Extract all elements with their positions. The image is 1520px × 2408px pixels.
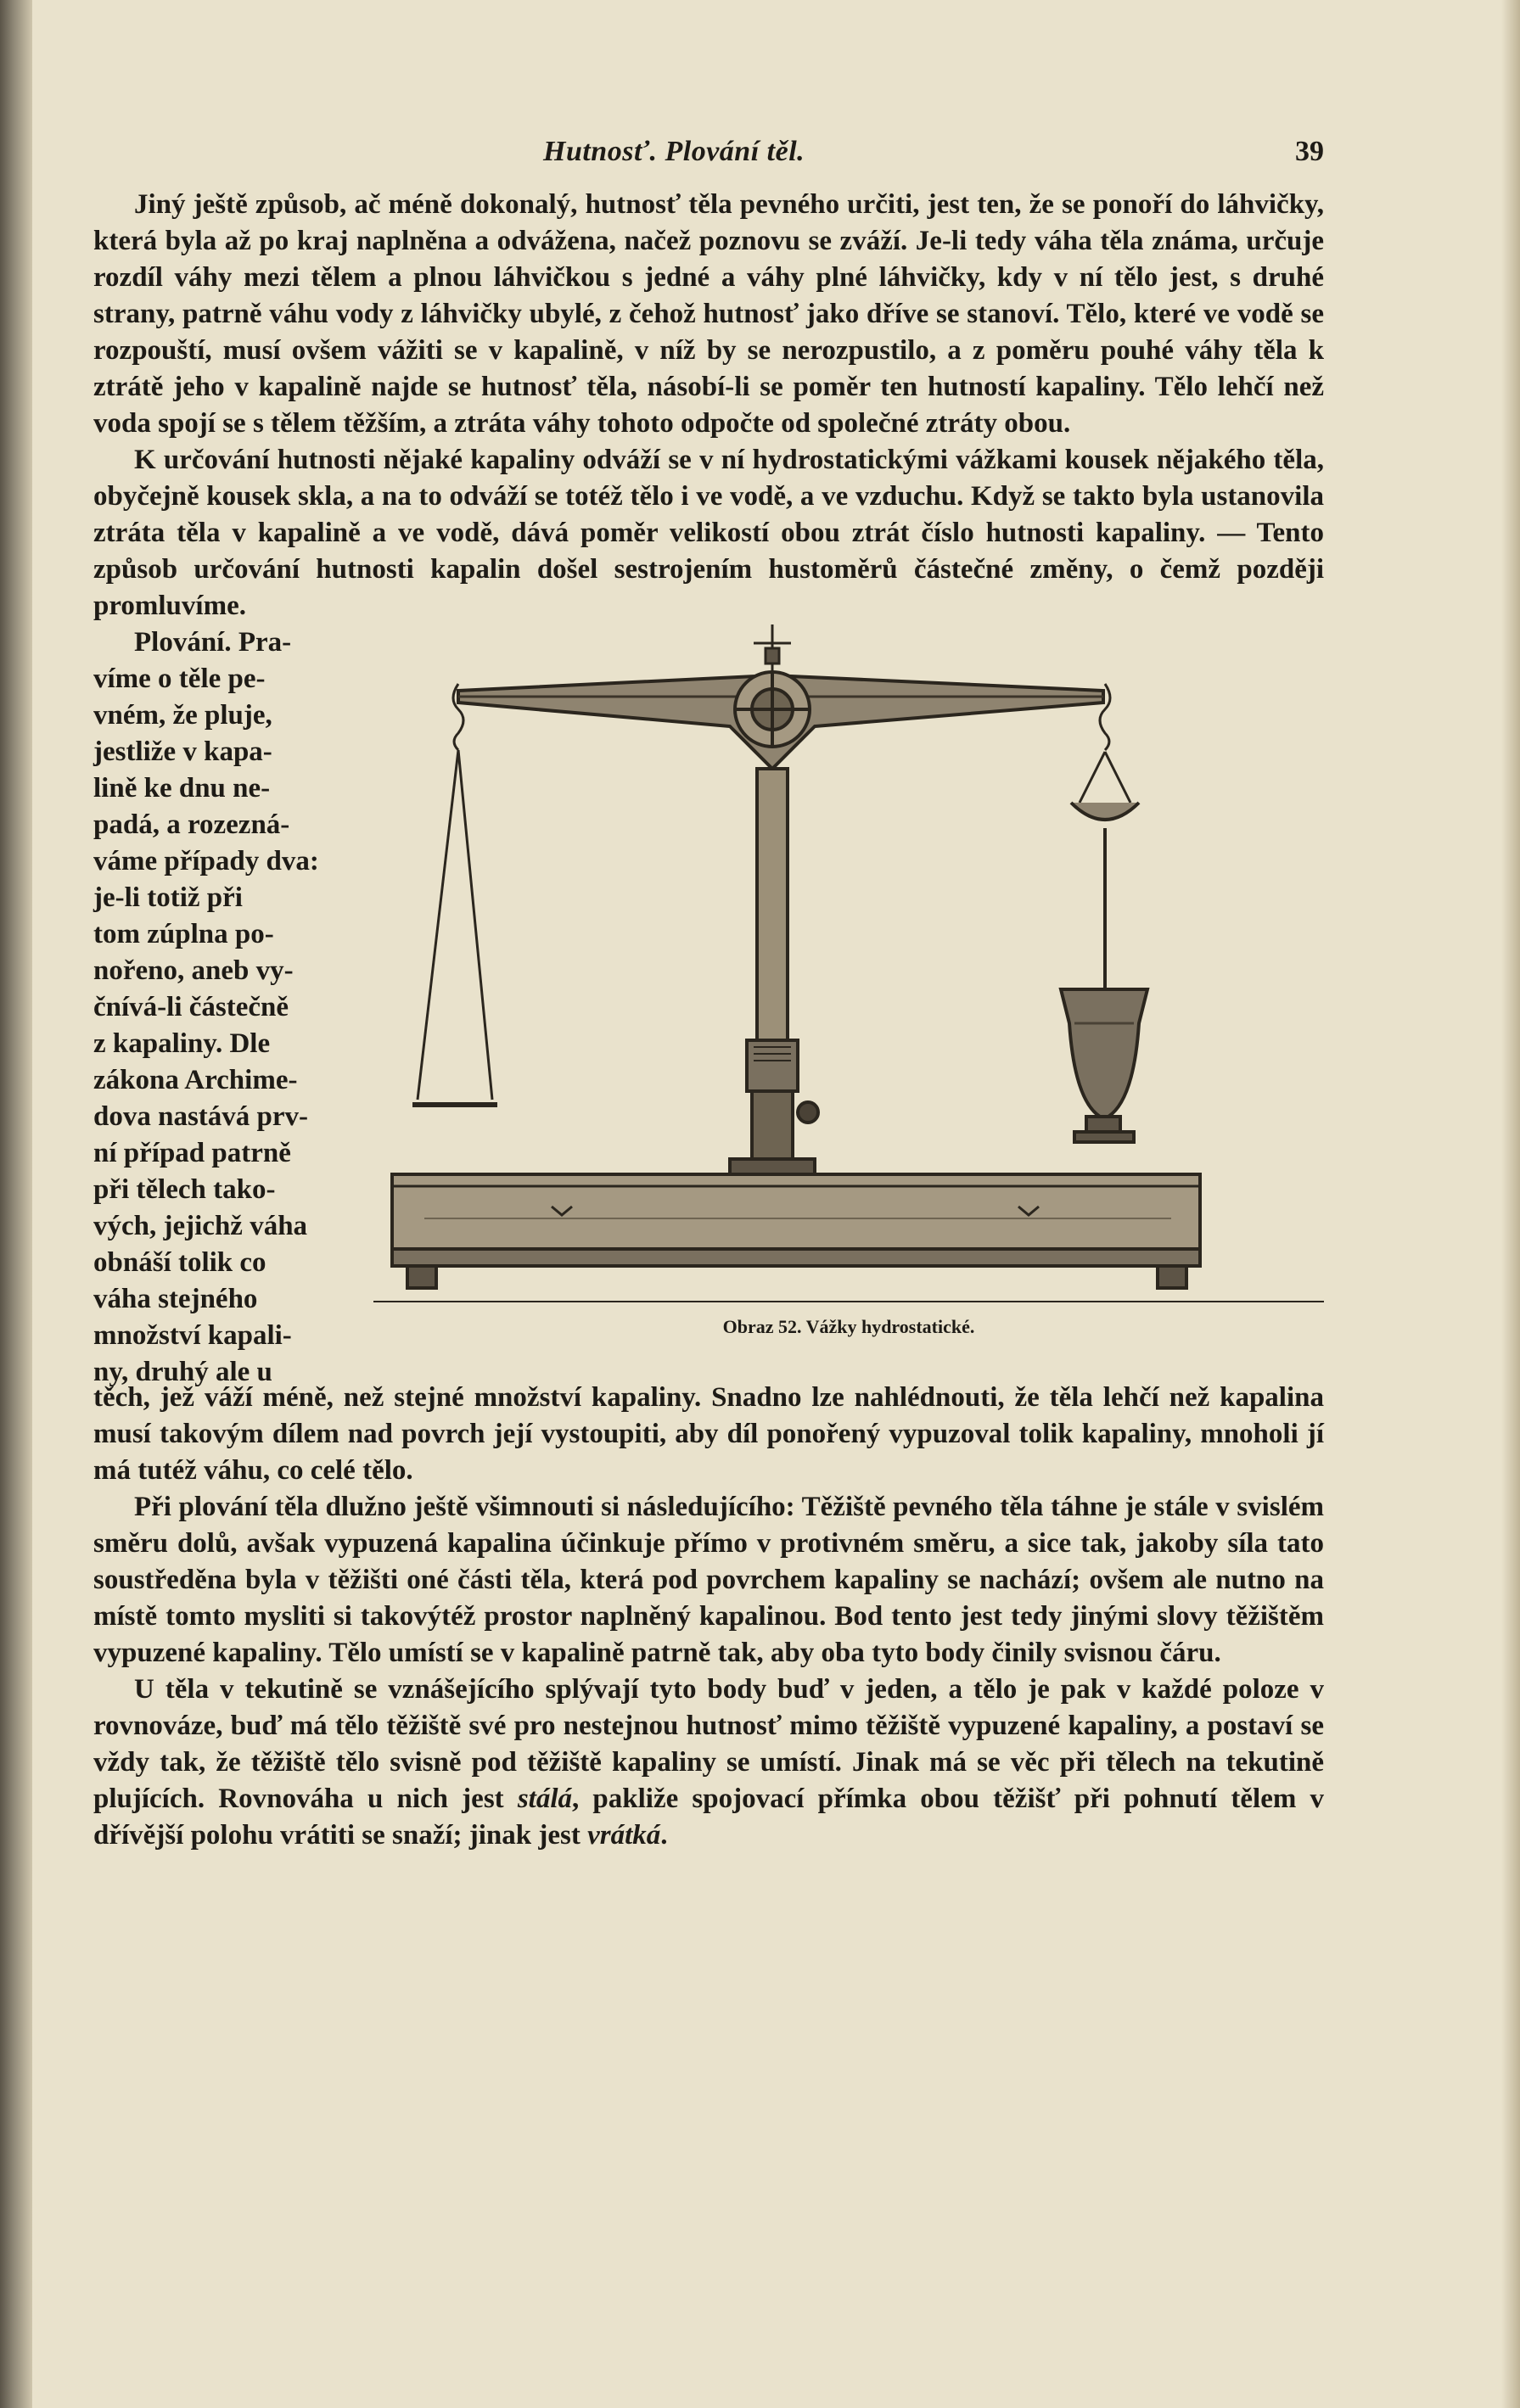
balance-center-wheel — [735, 672, 810, 747]
text-line: obnáší tolik co — [93, 1247, 266, 1278]
beaker — [1061, 989, 1147, 1142]
book-page — [93, 136, 1324, 1854]
figure-caption: Obraz 52. Vážky hydrostatické. — [722, 1316, 975, 1337]
text-line: lině ke dnu ne- — [93, 773, 271, 804]
page-edge — [1501, 0, 1520, 2408]
paragraph-5-text: U těla v tekutině se vznášejícího splývají tyto body buď v jeden, a tělo je pak v každé poloze v rovnováze, buď má tělo těžiště své pro nestejnou hutnosť mimo těžiště vypuzené kapaliny, a postaví se vždy tak, že těžiště tělo svisně pod těžiště kapaliny se umístí. Jinak má se věc při tělech na tekutině plujících. Rovnováha u nich jest — [93, 1674, 1324, 1814]
paragraph-1: Jiný ještě způsob, ač méně dokonalý, hutnosť těla pevného určiti, jest ten, že se ponoří do láhvičky, která byla až po kraj naplněna a odvážena, načež poznovu se zváží. Je-li tedy váha těla známa, určuje rozdíl váhy mezi tělem a plnou láhvičkou s jedné a váhy plné láhvičky, kdy v ní tělo jest, s druhé strany, patrně váhu vody z láhvičky ubylé, z čehož hutnosť jako dříve se stanoví. Tělo, které ve vodě se rozpouští, musí ovšem vážiti se v kapalině, v níž by se nerozpustilo, a z poměru pouhé váhy těla k ztrátě jeho v kapalině najde se hutnosť těla, násobí-li se poměr ten hutností kapaliny. Tělo lehčí než voda spojí se s tělem těžším, a ztráta váhy tohoto odpočte od společné ztráty obou. — [93, 189, 1324, 439]
text-line: čnívá-li částečně — [93, 992, 289, 1022]
paragraph-5-end: . — [660, 1820, 668, 1851]
text-line: ny, druhý ale u — [93, 1357, 272, 1387]
text-line: váha stejného — [93, 1284, 258, 1314]
paragraph-2: K určování hutnosti nějaké kapaliny odváží se v ní hydrostatickými vážkami kousek nějakého těla, obyčejně kousek skla, a na to odváží se totéž tělo i ve vodě, a ve vzduchu. Když se takto byla ustanovila ztráta těla v kapalině a ve vodě, dává poměr velikostí obou ztrát číslo hutnosti kapaliny. — Tento způsob určování hutnosti kapalin došel sestrojením hustoměrů částečné změny, o čemž později promluvíme. — [93, 445, 1324, 621]
page-number: 39 — [1295, 136, 1324, 167]
text-line: množství kapali- — [93, 1320, 292, 1351]
text-line: je-li totiž při — [93, 882, 243, 913]
right-pan-assembly — [1071, 684, 1139, 1006]
text-line: padá, a rozezná- — [93, 809, 290, 840]
text-line: vném, že pluje, — [93, 700, 272, 731]
paragraph-5-text-mid: , pakliže spojovací přímka obou těžišť při pohnutí tělem v dřívější polohu vrátiti se snaží; jinak jest — [93, 1784, 1324, 1851]
term-stable: stálá — [517, 1784, 573, 1814]
text-line: dova nastává prv- — [93, 1101, 309, 1132]
book-spine-shadow — [0, 0, 32, 2408]
balance-base — [392, 1174, 1200, 1288]
text-line: z kapaliny. Dle — [93, 1028, 271, 1059]
text-line: nořeno, aneb vy- — [93, 955, 294, 986]
balance-pillar — [730, 769, 818, 1174]
text-line: vých, jejichž váha — [93, 1211, 308, 1241]
text-line: jestliže v kapa- — [93, 736, 272, 767]
text-line: tom zúplna po- — [93, 919, 274, 949]
text-line: při tělech tako- — [93, 1174, 276, 1205]
term-unstable: vrátká — [587, 1820, 661, 1851]
paragraph-5 — [93, 1672, 1324, 1854]
balance-top-ornament — [754, 624, 791, 675]
text-line: váme případy dva: — [93, 846, 319, 876]
paragraph-3-continuation: těch, jež váží méně, než stejné množství kapaliny. Snadno lze nahlédnouti, že těla lehčí než kapalina musí takovým dílem nad povrch její vystoupiti, aby díl ponořený vypuzoval tolik kapaliny, mnoholi jí má tutéž váhu, co celé tělo. — [93, 1382, 1324, 1486]
page-header — [93, 136, 1324, 187]
running-head: Hutnosť. Plování těl. — [543, 136, 805, 167]
paragraph-4: Při plování těla dlužno ještě všimnouti si následujícího: Těžiště pevného těla táhne je stále v svislém směru dolů, avšak vypuzená kapalina účinkuje přímo v protivném směru, a sice tak, jakoby síla tato soustředěna byla v těžišti oné části těla, která pod povrchem kapaliny se nachází; ovšem ale nutno na místě tomto mysliti si takovýtéž prostor naplněný kapalinou. Bod tento jest tedy jinými slovy těžištěm vypuzené kapaliny. Tělo umístí se v kapalině patrně tak, aby oba tyto body činily svisnou čáru. — [93, 1492, 1324, 1668]
figure-with-wrapped-text — [93, 624, 1324, 1387]
text-line: Plování. Pra- — [134, 627, 292, 658]
wrapped-text-column — [93, 624, 356, 1391]
left-pan-assembly — [412, 684, 497, 1105]
text-line: ní případ patrně — [93, 1138, 291, 1168]
text-line: zákona Archime- — [93, 1065, 298, 1095]
text-line: víme o těle pe- — [93, 664, 266, 694]
hydrostatic-balance-illustration — [373, 624, 1324, 1303]
figure-hydrostatic-balance — [373, 624, 1324, 1380]
